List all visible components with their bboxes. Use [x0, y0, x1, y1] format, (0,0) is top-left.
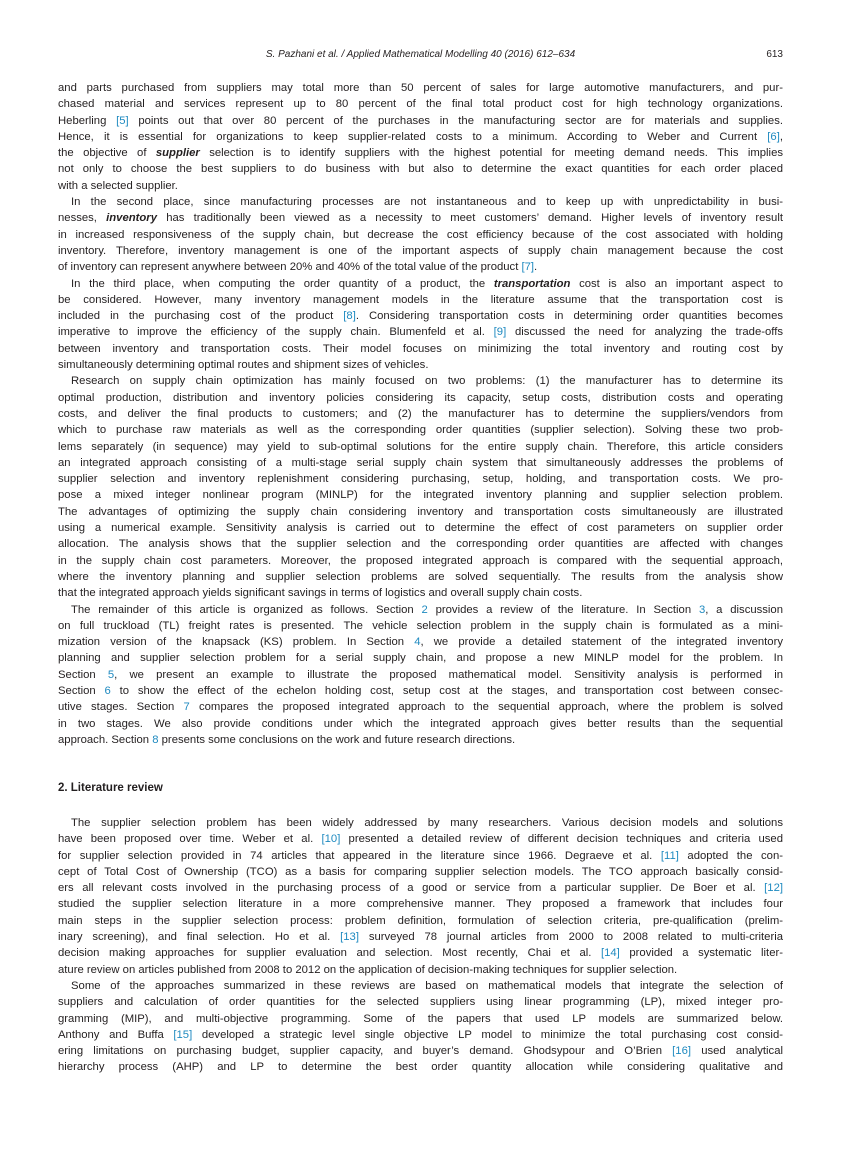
text-run: hierarchy process (AHP) and LP to determine the best order quantity allocation while considering qualitative and — [58, 1061, 783, 1074]
emphasized-term: supplier — [155, 147, 200, 160]
text-run: and parts purchased from suppliers may total more than 50 percent of sales for large automotive manufacturers, and pur- — [58, 82, 783, 94]
text-line — [58, 390, 783, 406]
text-run: . Considering transportation costs in determining order quantities becomes — [355, 310, 783, 323]
text-run: selection is to identify suppliers with the highest potential for meeting demand needs. This implies — [199, 147, 783, 160]
text-line — [58, 520, 783, 536]
text-line — [58, 553, 783, 569]
running-header — [58, 49, 783, 65]
text-run: supplier selection and inventory replenishment considering purchasing, setup, holding, and transportation costs. We pro- — [58, 473, 783, 486]
text-line — [58, 896, 783, 912]
text-run: ature review on articles published from 2008 to 2012 on the application of decision-making techniques for supplier selection. — [58, 963, 678, 976]
journal-citation: S. Pazhani et al. / Applied Mathematical Modelling 40 (2016) 612–634 — [265, 49, 576, 60]
text-run: mization version of the knapsack (KS) problem. In Section — [58, 636, 415, 649]
reference-link[interactable]: [11] — [660, 849, 679, 862]
section-heading: 2. Literature review — [58, 782, 163, 794]
text-line — [58, 373, 783, 389]
text-run: simultaneously determining optimal routes and shipment sizes of vehicles. — [58, 359, 429, 372]
text-run: The supplier selection problem has been widely addressed by many researchers. Various decision models and solutions — [71, 817, 783, 829]
text-run: in the supply chain cost parameters. Moreover, the proposed integrated approach is compared with the sequential approach, — [58, 554, 783, 567]
text-run: lems separately (in sequence) may yield to sub-optimal solutions for the entire supply chain. Therefore, this article considers — [58, 440, 783, 453]
text-line — [58, 243, 783, 259]
text-line — [58, 406, 783, 422]
emphasized-term: transportation — [493, 277, 571, 290]
text-run: , we present an example to illustrate the proposed mathematical model. Sensitivity analysis is performed in — [114, 668, 783, 681]
text-run: utive stages. Section — [58, 701, 184, 714]
page-number: 613 — [766, 49, 783, 60]
text-run: Section — [58, 684, 105, 697]
text-run: nesses, — [58, 212, 107, 225]
text-line — [58, 96, 783, 112]
text-run: optimal production, distribution and inventory policies considering its capacity, setup costs, distribution costs and operating — [58, 391, 783, 404]
text-line — [58, 913, 783, 929]
reference-link[interactable]: 7 — [183, 701, 190, 714]
text-run: . — [534, 261, 538, 274]
section-2-body — [58, 815, 783, 1076]
text-line — [58, 227, 783, 243]
text-line — [58, 210, 783, 226]
reference-link[interactable]: [6] — [767, 130, 780, 143]
text-line — [58, 357, 783, 373]
paragraph — [58, 815, 783, 978]
text-run: gramming (MIP), and multi-objective programming. Some of the papers that used LP models are summarized below. — [58, 1012, 783, 1025]
text-line — [58, 308, 783, 324]
text-line — [58, 831, 783, 847]
text-line — [58, 129, 783, 145]
reference-link[interactable]: [10] — [321, 833, 341, 846]
text-run: which to purchase raw materials as well as the corresponding order quantities (supplier selection). Solving these two prob- — [58, 424, 783, 437]
text-run: presented a detailed review of different decision techniques and criteria used — [340, 833, 783, 846]
text-run: surveyed 78 journal articles from 2000 to 2008 related to multi-criteria — [358, 931, 783, 944]
text-line — [58, 504, 783, 520]
text-line — [58, 487, 783, 503]
text-run: in increased responsiveness of the supply chain, but decrease the cost efficiency because of the cost associated with holding — [58, 228, 783, 241]
paragraph — [58, 276, 783, 374]
text-line — [58, 716, 783, 732]
text-run: imperative to improve the efficiency of the supply chain. Blumenfeld et al. — [58, 326, 494, 339]
text-line — [58, 602, 783, 618]
text-run: allocation. The analysis shows that the supplier selection and the corresponding order quantities are affected with changes — [58, 538, 783, 551]
text-line — [58, 815, 783, 831]
paragraph — [58, 602, 783, 749]
reference-link[interactable]: [12] — [764, 882, 783, 895]
text-run: Heberling — [58, 114, 117, 127]
text-run: on full truckload (TL) freight rates is presented. The vehicle selection problem in the supply chain is formulated as a mini- — [58, 619, 783, 632]
reference-link[interactable]: [13] — [340, 931, 359, 944]
text-line — [58, 276, 783, 292]
text-run: studied the supplier selection literature in a more comprehensive manner. They proposed a framework that includes four — [58, 898, 783, 911]
text-run: the objective of — [58, 147, 156, 160]
paragraph — [58, 373, 783, 601]
text-run: that the integrated approach yields significant savings in terms of logistics and overall supply chain costs. — [58, 587, 583, 600]
text-line — [58, 292, 783, 308]
text-run: pose a mixed integer nonlinear program (MINLP) for the integrated inventory planning and supplier selection problem. — [58, 489, 783, 502]
text-line — [58, 650, 783, 666]
text-run: inary screening), and final selection. Ho et al. — [58, 931, 341, 944]
text-run: The remainder of this article is organized as follows. Section — [71, 603, 422, 616]
text-line — [58, 1027, 783, 1043]
text-run: chased material and services represent up to 80 percent of the final total product cost for high technology organizations. — [58, 98, 783, 111]
text-run: adopted the con- — [678, 849, 783, 862]
text-run: Research on supply chain optimization has mainly focused on two problems: (1) the manufacturer has to determine its — [71, 375, 783, 388]
text-line — [58, 945, 783, 961]
text-run: Some of the approaches summarized in these reviews are based on mathematical models that integrate the selection of — [71, 979, 783, 992]
text-line — [58, 585, 783, 601]
text-run: In the third place, when computing the order quantity of a product, the — [71, 277, 494, 290]
text-line — [58, 455, 783, 471]
text-run: , we provide a detailed statement of the integrated inventory — [420, 636, 783, 649]
text-line — [58, 962, 783, 978]
reference-link[interactable]: 3 — [698, 603, 706, 616]
text-run: ers all relevant costs involved in the purchasing process of a good or service from a particular supplier. De Boer et al. — [58, 882, 765, 895]
text-run: The advantages of optimizing the supply chain considering inventory and transportation costs simultaneously are illustrated — [58, 505, 783, 518]
text-line — [58, 880, 783, 896]
text-run: ering limitations on purchasing budget, supplier capacity, and buyer’s demand. Ghodsypour and O’Brien — [58, 1045, 673, 1058]
text-line — [58, 978, 783, 994]
text-run: approach. Section — [58, 733, 153, 746]
text-run: used analytical — [691, 1045, 783, 1058]
text-run: have been proposed over time. Weber et al. — [58, 833, 322, 846]
reference-link[interactable]: [7] — [521, 261, 535, 274]
text-line — [58, 439, 783, 455]
text-run: has traditionally been viewed as a necessity to meet customers’ demand. Higher levels of inventory result — [157, 212, 783, 225]
text-run: to show the effect of the echelon holding cost, setup cost at the stages, and transportation cost between consec- — [110, 684, 783, 697]
text-run: included in the purchasing cost of the product — [58, 310, 344, 323]
text-run: for supplier selection provided in 74 articles that appeared in the literature since 1966. Degraeve et al. — [58, 849, 661, 862]
text-line — [58, 634, 783, 650]
reference-link[interactable]: 2 — [421, 603, 428, 616]
text-line — [58, 536, 783, 552]
text-line — [58, 471, 783, 487]
text-line — [58, 422, 783, 438]
reference-link[interactable]: 5 — [107, 668, 115, 681]
text-run: between inventory and transportation costs. Their model focuses on minimizing the total inventory and routing cost by — [58, 342, 783, 355]
text-run: inventory. Therefore, inventory management is one of the important aspects of supply chain management because the cost — [58, 244, 783, 257]
text-run: main steps in the supplier selection process: problem definition, formulation of selection criteria, pre-qualification (prelim- — [58, 914, 783, 927]
text-line — [58, 80, 783, 96]
text-run: Anthony and Buffa — [58, 1028, 174, 1041]
section-1-body — [58, 80, 783, 748]
reference-link[interactable]: [15] — [173, 1028, 193, 1041]
reference-link[interactable]: [9] — [493, 326, 507, 339]
text-run: Section — [58, 668, 108, 681]
text-line — [58, 145, 783, 161]
text-run: using a numerical example. Sensitivity analysis is carried out to determine the effect of cost parameters on supplier order — [58, 522, 783, 535]
text-run: Hence, it is essential for organizations to keep supplier-related costs to a minimum. According to Weber and Current — [58, 130, 768, 143]
text-run: provides a review of the literature. In Section — [427, 603, 699, 616]
text-line — [58, 683, 783, 699]
text-run: where the inventory planning and supplier selection problems are solved sequentially. The results from the analysis show — [58, 570, 783, 583]
text-run: , a discussion — [705, 603, 783, 616]
emphasized-term: inventory — [106, 212, 157, 225]
reference-link[interactable]: [8] — [343, 310, 356, 323]
text-run: provided a systematic liter- — [619, 947, 783, 960]
text-run: discussed the need for analyzing the trade-offs — [506, 326, 783, 339]
text-run: with a selected supplier. — [58, 179, 178, 192]
text-run: costs, and deliver the final products to customers; and (2) the manufacturer has to determine the suppliers/vendors from — [58, 407, 783, 420]
text-run: be considered. However, many inventory management models in the literature assume that the transportation cost is — [58, 293, 783, 306]
text-line — [58, 848, 783, 864]
text-run: points out that over 80 percent of the purchases in the manufacturing sector are for materials and supplies. — [128, 114, 783, 127]
text-run: compares the proposed integrated approach to the sequential approach, where the problem is solved — [189, 701, 783, 714]
text-line — [58, 929, 783, 945]
text-run: In the second place, since manufacturing processes are not instantaneous and to keep up with unpredictability in busi- — [71, 196, 783, 209]
text-line — [58, 178, 783, 194]
text-line — [58, 1011, 783, 1027]
paragraph — [58, 978, 783, 1076]
text-line — [58, 732, 783, 748]
text-line — [58, 864, 783, 880]
text-run: in two stages. We also provide conditions under which the integrated approach gives better results than the sequential — [58, 717, 783, 730]
text-line — [58, 113, 783, 129]
text-run: presents some conclusions on the work and future research directions. — [158, 733, 516, 746]
reference-link[interactable]: [14] — [600, 947, 620, 960]
paragraph — [58, 194, 783, 275]
text-line — [58, 259, 783, 275]
reference-link[interactable]: 8 — [152, 733, 159, 746]
paragraph — [58, 80, 783, 194]
reference-link[interactable]: 6 — [104, 684, 111, 697]
text-line — [58, 569, 783, 585]
text-line — [58, 1059, 783, 1075]
text-line — [58, 699, 783, 715]
text-line — [58, 341, 783, 357]
reference-link[interactable]: [5] — [116, 114, 129, 127]
text-line — [58, 324, 783, 340]
text-run: suppliers and calculation of order quantities for the selected suppliers using linear programming (LP), mixed integer pro- — [58, 996, 783, 1009]
text-line — [58, 194, 783, 210]
reference-link[interactable]: 4 — [414, 636, 421, 649]
text-run: not only to choose the best suppliers to do business with but also to determine the exact quantities for each order placed — [58, 163, 783, 176]
text-run: of inventory can represent anywhere between 20% and 40% of the total value of the product — [58, 261, 522, 274]
text-line — [58, 994, 783, 1010]
text-run: decision making approaches for supplier evaluation and selection. Most recently, Chai et al. — [58, 947, 601, 960]
text-line — [58, 1043, 783, 1059]
text-line — [58, 667, 783, 683]
text-run: cost is also an important aspect to — [570, 277, 783, 290]
text-run: an integrated approach consisting of a multi-stage serial supply chain system that simultaneously addresses the problems of — [58, 456, 783, 469]
text-run: planning and supplier selection problem for a serial supply chain, and propose a new MINLP model for the problem. In — [58, 652, 783, 665]
reference-link[interactable]: [16] — [672, 1045, 692, 1058]
text-line — [58, 618, 783, 634]
text-line — [58, 161, 783, 177]
text-run: , — [779, 130, 783, 143]
text-run: cept of Total Cost of Ownership (TCO) as a basis for comparing supplier selection models. The TCO approach basically consid- — [58, 865, 783, 878]
text-run: developed a strategic level single objective LP model to minimize the total purchasing cost consid- — [192, 1028, 783, 1041]
